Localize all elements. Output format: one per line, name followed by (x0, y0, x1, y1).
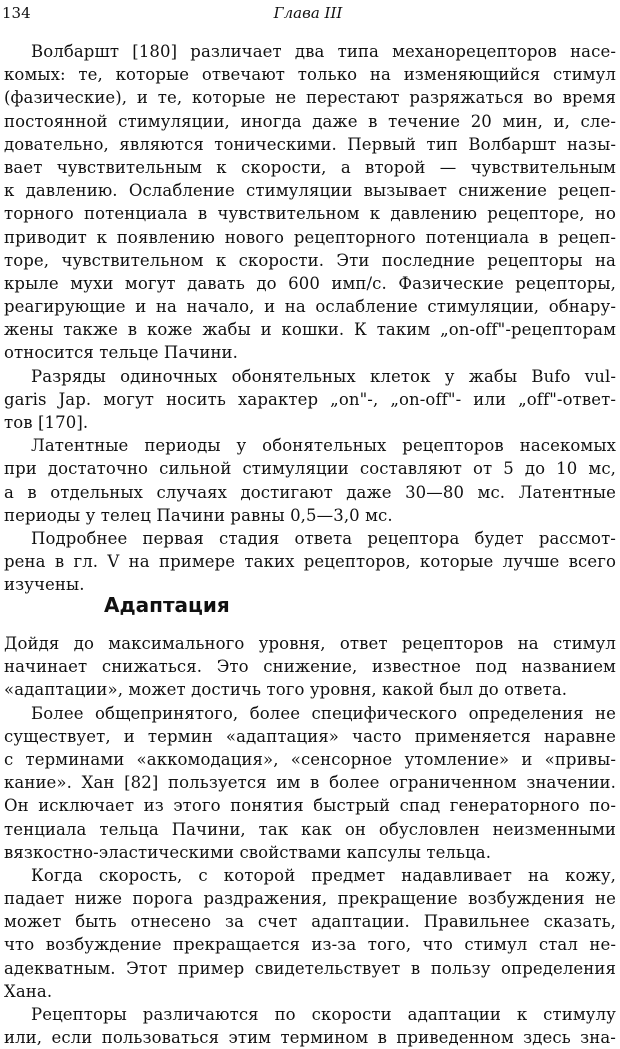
section-heading: Адаптация (104, 593, 230, 617)
text-line: Волбаршт [180] различает два типа механорецепторов насе- (31, 42, 616, 61)
text-line: Дойдя до максимального уровня, ответ рецепторов на стимул (4, 634, 616, 653)
body-text-section-2 (4, 632, 616, 1049)
text-line: вязкостно-эластическими свойствами капсулы тельца. (4, 842, 492, 862)
text-line: жены также в коже жабы и кошки. К таким „on-off"-рецепторам (4, 320, 616, 340)
text-line: «адаптации», может достичь того уровня, какой был до ответа. (4, 680, 568, 700)
text-line: торе, чувствительном к скорости. Эти последние рецепторы на (4, 250, 616, 270)
text-line: с терминами «аккомодация», «сенсорное утомление» и «привы- (4, 749, 616, 769)
text-line: начинает снижаться. Это снижение, известное под названием (4, 657, 616, 677)
text-line: Подробнее первая стадия ответа рецептора будет рассмот- (31, 528, 616, 548)
text-line: при достаточно сильной стимуляции составляют от 5 до 10 мс, (4, 459, 616, 479)
text-line: тов [170]. (4, 413, 89, 432)
text-line: изучены. (4, 575, 85, 595)
running-head (2, 2, 614, 24)
text-line: периоды у телец Пачини равны 0,5—3,0 мс. (4, 505, 393, 525)
page-number: 134 (2, 4, 31, 22)
text-line: (фазические), и те, которые не перестают разряжаться во время (4, 88, 616, 108)
text-line: рена в гл. V на примере таких рецепторов, которые лучше всего (4, 552, 616, 572)
text-line: Рецепторы различаются по скорости адаптации к стимулу (31, 1005, 616, 1024)
text-line: адекватным. Этот пример свидетельствует в пользу определения (4, 958, 616, 978)
text-line: garis Jap. могут носить характер „on"-, „on-off"- или „off"-ответ- (4, 389, 616, 409)
text-line: Он исключает из этого понятия быстрый спад генераторного по- (4, 796, 616, 816)
text-line: постоянной стимуляции, иногда даже в течение 20 мин, и, сле- (4, 111, 616, 131)
text-line: торного потенциала в чувствительном к давлению рецепторе, но (4, 204, 616, 224)
text-line: Хана. (4, 981, 53, 1001)
text-line: или, если пользоваться этим термином в приведенном здесь зна- (4, 1028, 616, 1048)
text-line: реагирующие и на начало, и на ослабление стимуляции, обнару- (4, 297, 616, 317)
text-line: тенциала тельца Пачини, так как он обусловлен неизменными (4, 819, 616, 839)
text-line: относится тельце Пачини. (4, 343, 239, 363)
text-line: довательно, являются тоническими. Первый тип Волбаршт назы- (4, 134, 616, 154)
text-line: может быть отнесено за счет адаптации. Правильнее сказать, (4, 912, 616, 932)
text-line: Латентные периоды у обонятельных рецепторов насекомых (31, 436, 616, 456)
text-line: а в отдельных случаях достигают даже 30—80 мс. Латентные (4, 482, 616, 502)
text-line: приводит к появлению нового рецепторного потенциала в рецеп- (4, 227, 616, 247)
text-line: падает ниже порога раздражения, прекращение возбуждения не (4, 889, 616, 909)
text-line: Более общепринятого, более специфического определения не (31, 703, 616, 723)
text-line: существует, и термин «адаптация» часто применяется наравне (4, 726, 616, 746)
text-line: вает чувствительным к скорости, а второй — чувствительным (4, 157, 616, 177)
text-line: комых: те, которые отвечают только на изменяющийся стимул (4, 65, 616, 85)
text-line: к давлению. Ослабление стимуляции вызывает снижение рецеп- (4, 181, 616, 201)
text-line: что возбуждение прекращается из-за того, что стимул стал не- (4, 935, 616, 955)
text-line: Разряды одиночных обонятельных клеток у жабы Bufo vul- (31, 366, 616, 386)
text-line: крыле мухи могут давать до 600 имп/с. Фазические рецепторы, (4, 273, 616, 293)
text-line: кание». Хан [82] пользуется им в более ограниченном значении. (4, 773, 616, 793)
chapter-title: Глава III (273, 4, 343, 22)
text-line: Когда скорость, с которой предмет надавливает на кожу, (31, 865, 616, 885)
body-text-section-1 (4, 40, 616, 597)
